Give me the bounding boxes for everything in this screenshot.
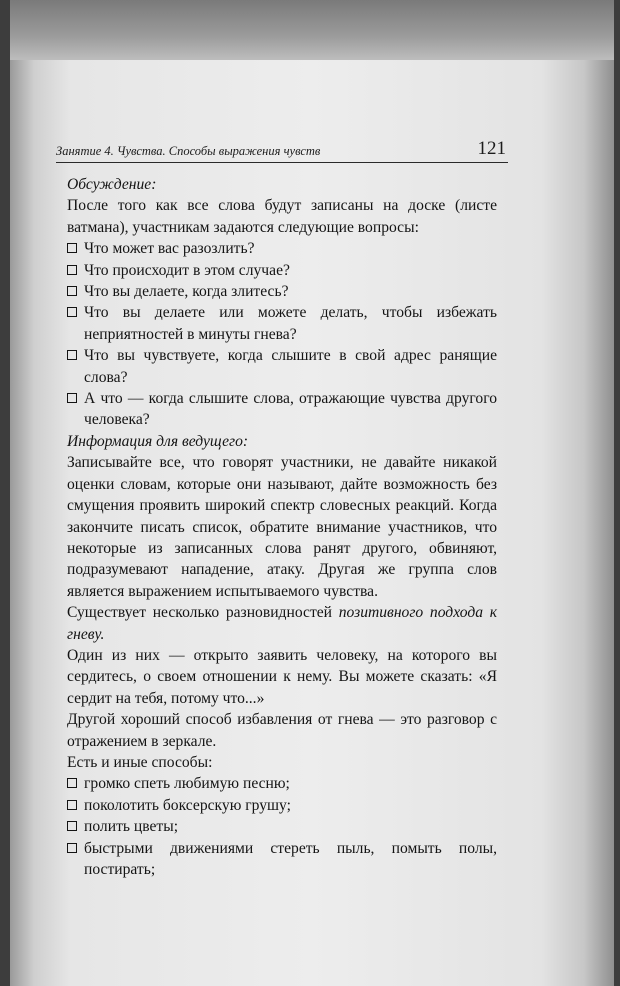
checkbox-bullet-icon xyxy=(67,307,77,317)
list-item: поколотить боксерскую грушу; xyxy=(67,795,497,816)
list-item: Что может вас разозлить? xyxy=(67,238,497,259)
list-item: громко спеть любимую песню; xyxy=(67,773,497,794)
checkbox-bullet-icon xyxy=(67,265,77,275)
page-number: 121 xyxy=(477,138,506,159)
info-paragraph: Записывайте все, что говорят участники, не давайте никакой оценки словам, которые они называют, дайте возможность без смущения проявить широкий спектр словесных реакций. Когда закончите писать список, обратите внимание участников, что некоторые из записанных слова ранят другого, обвиняют, подразумевают нападение, атаку. Другая же группа слов является выражением испытываемого чувства. xyxy=(67,454,497,600)
list-item: Что вы делаете или можете делать, чтобы избежать неприятностей в минуты гнева? xyxy=(67,302,497,345)
info-heading: Информация для ведущего: xyxy=(67,432,249,450)
discussion-heading: Обсуждение: xyxy=(67,176,157,193)
list-item: А что — когда слышите слова, отражающие чувства другого человека? xyxy=(67,388,497,431)
scan-shadow-band xyxy=(10,0,614,60)
list-item: полить цветы; xyxy=(67,816,497,837)
list-item: Что происходит в этом случае? xyxy=(67,260,497,281)
discussion-intro: После того как все слова будут записаны на доске (листе ватмана), участникам задаются следующие вопросы: xyxy=(67,197,497,236)
checkbox-bullet-icon xyxy=(67,821,77,831)
list-item: Что вы делаете, когда злитесь? xyxy=(67,281,497,302)
running-header xyxy=(56,138,508,163)
positive-ways-paragraph: Существует несколько разновидностей позитивного подхода к гневу. xyxy=(67,604,497,643)
list-item: быстрыми движениями стереть пыль, помыть полы, постирать; xyxy=(67,838,497,881)
checkbox-bullet-icon xyxy=(67,778,77,788)
first-way-paragraph: Один из них — открыто заявить человеку, на которого вы сердитесь, о своем отношении к нему. Вы можете сказать: «Я сердит на тебя, потому что...» xyxy=(67,646,497,707)
second-way-paragraph: Другой хороший способ избавления от гнева — это разговор с отражением в зеркале. xyxy=(67,711,497,750)
checkbox-bullet-icon xyxy=(67,350,77,360)
questions-list xyxy=(67,238,497,431)
other-ways-intro: Есть и иные способы: xyxy=(67,753,213,771)
checkbox-bullet-icon xyxy=(67,286,77,296)
running-title: Занятие 4. Чувства. Способы выражения чувств xyxy=(56,144,321,158)
checkbox-bullet-icon xyxy=(67,843,77,853)
list-item: Что вы чувствуете, когда слышите в свой адрес ранящие слова? xyxy=(67,345,497,388)
page-body xyxy=(67,174,497,880)
checkbox-bullet-icon xyxy=(67,393,77,403)
other-ways-list xyxy=(67,773,497,880)
checkbox-bullet-icon xyxy=(67,243,77,253)
checkbox-bullet-icon xyxy=(67,800,77,810)
